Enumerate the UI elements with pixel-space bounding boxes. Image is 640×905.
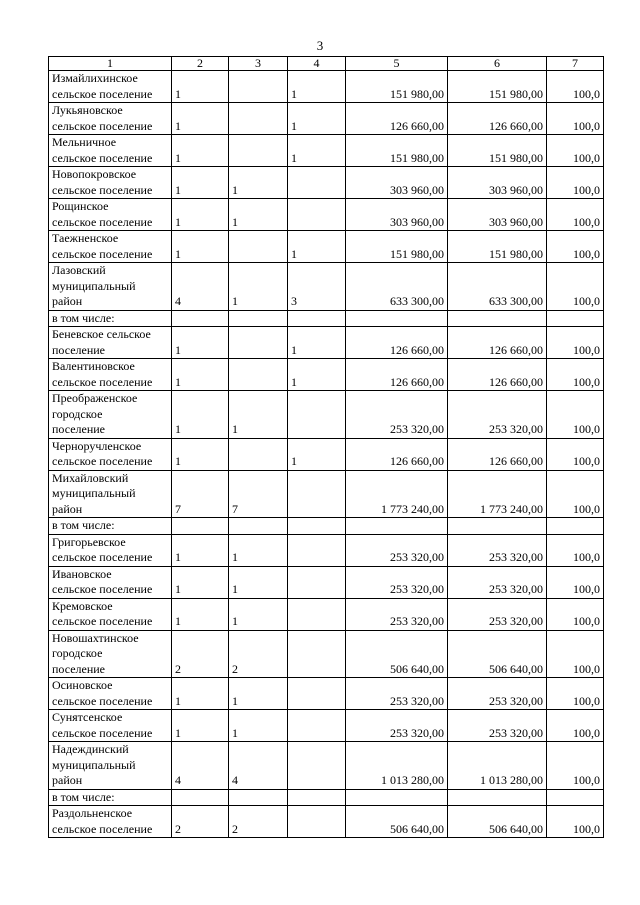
count-total-cell: 1 [172, 103, 229, 135]
column-header: 2 [172, 57, 229, 71]
amount-actual-cell: 506 640,00 [448, 630, 547, 678]
count-type-a-cell: 1 [229, 598, 288, 630]
row-name [49, 103, 172, 135]
column-header: 6 [448, 57, 547, 71]
table-row [49, 199, 604, 231]
percent-cell: 100,0 [547, 71, 604, 103]
count-type-b-cell: 1 [288, 103, 346, 135]
count-type-b-cell [288, 534, 346, 566]
percent-cell: 100,0 [547, 327, 604, 359]
percent-cell: 100,0 [547, 566, 604, 598]
count-type-b-cell: 1 [288, 71, 346, 103]
row-name-line: сельское поселение [52, 182, 153, 197]
amount-actual-cell: 126 660,00 [448, 327, 547, 359]
table-row [49, 806, 604, 838]
row-name-line: Таежненское [52, 231, 119, 245]
row-name-line: Измайлихинское [52, 71, 138, 85]
row-name [49, 710, 172, 742]
amount-actual-cell: 303 960,00 [448, 167, 547, 199]
row-name-line: в том числе: [52, 310, 115, 325]
count-type-b-cell [288, 470, 346, 518]
row-name-line: Сунятсенское [52, 710, 123, 724]
percent-cell: 100,0 [547, 534, 604, 566]
count-total-cell: 2 [172, 806, 229, 838]
row-name-line: в том числе: [52, 518, 115, 532]
row-name-line: сельское поселение [52, 374, 153, 389]
row-name-line: Новопокровское [52, 167, 137, 181]
data-table [48, 56, 604, 838]
page-number: 3 [316, 38, 324, 53]
row-name-line: Рощинское [52, 199, 109, 213]
table-row [49, 598, 604, 630]
percent-cell: 100,0 [547, 742, 604, 790]
amount-actual-cell: 151 980,00 [448, 231, 547, 263]
row-name-line: Мельничное [52, 135, 117, 149]
column-header: 3 [229, 57, 288, 71]
count-type-b-cell [288, 789, 346, 806]
table-row [49, 310, 604, 327]
count-type-b-cell: 1 [288, 438, 346, 470]
amount-actual-cell: 126 660,00 [448, 103, 547, 135]
amount-actual-cell: 126 660,00 [448, 359, 547, 391]
table-row [49, 103, 604, 135]
count-total-cell: 4 [172, 263, 229, 311]
row-name-line: сельское поселение [52, 246, 153, 261]
count-total-cell: 1 [172, 566, 229, 598]
amount-planned-cell: 151 980,00 [346, 71, 448, 103]
row-name [49, 199, 172, 231]
row-name [49, 167, 172, 199]
percent-cell [547, 310, 604, 327]
count-type-b-cell [288, 391, 346, 439]
table-row [49, 391, 604, 439]
row-name-line: район [52, 294, 83, 308]
row-name-line: Беневское сельское [52, 327, 151, 341]
row-name-line: в том числе: [52, 789, 115, 804]
row-name [49, 630, 172, 678]
row-name-line: сельское поселение [52, 725, 153, 740]
row-name [49, 327, 172, 359]
count-total-cell [172, 789, 229, 806]
amount-actual-cell: 253 320,00 [448, 598, 547, 630]
row-name [49, 742, 172, 790]
amount-actual-cell: 253 320,00 [448, 710, 547, 742]
amount-planned-cell: 633 300,00 [346, 263, 448, 311]
count-type-a-cell [229, 135, 288, 167]
count-type-b-cell [288, 742, 346, 790]
row-name-line: сельское поселение [52, 150, 153, 165]
row-name [49, 391, 172, 439]
column-header: 4 [288, 57, 346, 71]
count-total-cell: 1 [172, 167, 229, 199]
count-total-cell: 1 [172, 598, 229, 630]
percent-cell: 100,0 [547, 199, 604, 231]
amount-planned-cell: 253 320,00 [346, 598, 448, 630]
row-name-line: Ивановское [52, 566, 112, 581]
row-name-line: Лазовский [52, 263, 106, 277]
row-name-line: район [52, 773, 83, 787]
count-type-b-cell [288, 630, 346, 678]
count-type-a-cell: 1 [229, 566, 288, 598]
count-total-cell: 1 [172, 231, 229, 263]
count-type-b-cell: 1 [288, 327, 346, 359]
amount-actual-cell [448, 310, 547, 327]
row-name-line: Валентиновское [52, 359, 135, 373]
row-name [49, 359, 172, 391]
amount-actual-cell: 151 980,00 [448, 135, 547, 167]
count-total-cell [172, 518, 229, 535]
count-type-b-cell: 1 [288, 231, 346, 263]
row-name [49, 566, 172, 598]
count-total-cell: 7 [172, 470, 229, 518]
count-type-b-cell [288, 678, 346, 710]
row-name-line: Кремовское [52, 598, 113, 613]
row-name-line: Преображенское [52, 391, 138, 405]
amount-actual-cell: 1 013 280,00 [448, 742, 547, 790]
count-type-b-cell [288, 199, 346, 231]
amount-planned-cell: 506 640,00 [346, 806, 448, 838]
amount-planned-cell: 253 320,00 [346, 566, 448, 598]
amount-actual-cell: 253 320,00 [448, 534, 547, 566]
count-type-a-cell [229, 327, 288, 359]
count-type-a-cell [229, 310, 288, 327]
table-row [49, 327, 604, 359]
amount-planned-cell: 253 320,00 [346, 391, 448, 439]
count-total-cell: 1 [172, 678, 229, 710]
percent-cell: 100,0 [547, 263, 604, 311]
row-name-line: муниципальный [52, 486, 136, 500]
amount-planned-cell: 151 980,00 [346, 135, 448, 167]
count-type-b-cell: 3 [288, 263, 346, 311]
count-type-a-cell [229, 359, 288, 391]
count-type-b-cell [288, 167, 346, 199]
amount-actual-cell: 253 320,00 [448, 678, 547, 710]
amount-planned-cell: 126 660,00 [346, 359, 448, 391]
row-name-line: сельское поселение [52, 821, 153, 836]
count-type-b-cell [288, 598, 346, 630]
count-type-a-cell [229, 438, 288, 470]
row-name-line: поселение [52, 422, 106, 436]
count-total-cell: 1 [172, 534, 229, 566]
row-name-line: сельское поселение [52, 214, 153, 229]
count-type-b-cell: 1 [288, 135, 346, 167]
table-row [49, 263, 604, 311]
percent-cell: 100,0 [547, 678, 604, 710]
amount-planned-cell [346, 518, 448, 535]
amount-planned-cell: 1 773 240,00 [346, 470, 448, 518]
row-name [49, 231, 172, 263]
count-type-a-cell [229, 71, 288, 103]
row-name-line: Михайловский [52, 470, 129, 485]
amount-planned-cell: 151 980,00 [346, 231, 448, 263]
amount-planned-cell: 126 660,00 [346, 103, 448, 135]
row-name-line: Новошахтинское [52, 630, 139, 645]
header-row [49, 57, 604, 71]
amount-planned-cell [346, 310, 448, 327]
amount-planned-cell: 253 320,00 [346, 710, 448, 742]
count-type-b-cell [288, 566, 346, 598]
amount-actual-cell: 303 960,00 [448, 199, 547, 231]
row-name-line: Раздольненское [52, 806, 133, 820]
amount-actual-cell: 126 660,00 [448, 438, 547, 470]
row-name-line: район [52, 501, 83, 516]
row-name-line: городское [52, 646, 103, 660]
percent-cell: 100,0 [547, 167, 604, 199]
row-name-line: сельское поселение [52, 454, 153, 468]
count-type-a-cell [229, 789, 288, 806]
amount-actual-cell: 253 320,00 [448, 566, 547, 598]
table-row [49, 231, 604, 263]
row-name [49, 470, 172, 518]
table-body [49, 71, 604, 838]
count-type-a-cell: 4 [229, 742, 288, 790]
table-row [49, 742, 604, 790]
percent-cell [547, 789, 604, 806]
count-type-b-cell [288, 310, 346, 327]
amount-planned-cell: 126 660,00 [346, 438, 448, 470]
count-type-a-cell [229, 231, 288, 263]
count-type-a-cell: 2 [229, 630, 288, 678]
count-type-a-cell [229, 103, 288, 135]
amount-actual-cell: 1 773 240,00 [448, 470, 547, 518]
column-header: 5 [346, 57, 448, 71]
row-name [49, 135, 172, 167]
percent-cell: 100,0 [547, 630, 604, 678]
count-type-a-cell: 1 [229, 167, 288, 199]
row-name [49, 518, 172, 535]
count-total-cell: 1 [172, 391, 229, 439]
amount-planned-cell: 253 320,00 [346, 534, 448, 566]
count-type-a-cell: 7 [229, 470, 288, 518]
row-name [49, 71, 172, 103]
amount-actual-cell: 506 640,00 [448, 806, 547, 838]
row-name [49, 806, 172, 838]
row-name [49, 310, 172, 327]
table-row [49, 518, 604, 535]
row-name-line: сельское поселение [52, 86, 153, 101]
count-total-cell: 1 [172, 710, 229, 742]
count-type-a-cell: 1 [229, 199, 288, 231]
count-total-cell: 4 [172, 742, 229, 790]
table-row [49, 71, 604, 103]
count-type-a-cell: 1 [229, 678, 288, 710]
row-name-line: муниципальный [52, 757, 136, 772]
count-type-a-cell: 1 [229, 391, 288, 439]
percent-cell: 100,0 [547, 470, 604, 518]
row-name-line: муниципальный [52, 278, 136, 293]
count-type-b-cell: 1 [288, 359, 346, 391]
amount-planned-cell: 126 660,00 [346, 327, 448, 359]
row-name-line: сельское поселение [52, 582, 153, 596]
amount-actual-cell: 151 980,00 [448, 71, 547, 103]
row-name [49, 598, 172, 630]
table-row [49, 470, 604, 518]
percent-cell: 100,0 [547, 806, 604, 838]
table-row [49, 710, 604, 742]
count-type-a-cell: 1 [229, 710, 288, 742]
row-name-line: сельское поселение [52, 550, 153, 564]
count-total-cell: 1 [172, 438, 229, 470]
count-type-a-cell: 2 [229, 806, 288, 838]
row-name-line: Осиновское [52, 678, 113, 692]
table-row [49, 438, 604, 470]
row-name-line: Григорьевское [52, 534, 126, 549]
row-name [49, 263, 172, 311]
table-row [49, 534, 604, 566]
column-header: 1 [49, 57, 172, 71]
column-header: 7 [547, 57, 604, 71]
row-name-line: Черноручленское [52, 438, 142, 453]
count-type-b-cell [288, 518, 346, 535]
count-total-cell: 1 [172, 327, 229, 359]
percent-cell: 100,0 [547, 391, 604, 439]
count-total-cell: 1 [172, 359, 229, 391]
count-type-a-cell [229, 518, 288, 535]
amount-planned-cell: 1 013 280,00 [346, 742, 448, 790]
table-row [49, 167, 604, 199]
amount-planned-cell: 303 960,00 [346, 199, 448, 231]
amount-planned-cell: 303 960,00 [346, 167, 448, 199]
row-name [49, 534, 172, 566]
table-row [49, 630, 604, 678]
amount-planned-cell: 506 640,00 [346, 630, 448, 678]
count-total-cell: 1 [172, 135, 229, 167]
row-name-line: сельское поселение [52, 693, 153, 708]
percent-cell: 100,0 [547, 359, 604, 391]
row-name [49, 438, 172, 470]
row-name [49, 789, 172, 806]
percent-cell: 100,0 [547, 710, 604, 742]
row-name-line: поселение [52, 661, 106, 676]
table-row [49, 566, 604, 598]
table-row [49, 359, 604, 391]
table-row [49, 789, 604, 806]
count-type-a-cell: 1 [229, 534, 288, 566]
table-row [49, 678, 604, 710]
percent-cell: 100,0 [547, 598, 604, 630]
percent-cell: 100,0 [547, 438, 604, 470]
table-row [49, 135, 604, 167]
row-name [49, 678, 172, 710]
amount-planned-cell [346, 789, 448, 806]
row-name-line: Надеждинский [52, 742, 129, 756]
percent-cell [547, 518, 604, 535]
amount-actual-cell [448, 789, 547, 806]
row-name-line: поселение [52, 342, 106, 357]
percent-cell: 100,0 [547, 135, 604, 167]
count-type-a-cell: 1 [229, 263, 288, 311]
count-type-b-cell [288, 710, 346, 742]
amount-actual-cell: 253 320,00 [448, 391, 547, 439]
row-name-line: сельское поселение [52, 614, 153, 628]
count-type-b-cell [288, 806, 346, 838]
amount-planned-cell: 253 320,00 [346, 678, 448, 710]
count-total-cell: 1 [172, 199, 229, 231]
amount-actual-cell [448, 518, 547, 535]
count-total-cell [172, 310, 229, 327]
percent-cell: 100,0 [547, 103, 604, 135]
row-name-line: городское [52, 406, 103, 421]
count-total-cell: 1 [172, 71, 229, 103]
percent-cell: 100,0 [547, 231, 604, 263]
row-name-line: сельское поселение [52, 118, 153, 133]
amount-actual-cell: 633 300,00 [448, 263, 547, 311]
count-total-cell: 2 [172, 630, 229, 678]
row-name-line: Лукьяновское [52, 103, 123, 117]
